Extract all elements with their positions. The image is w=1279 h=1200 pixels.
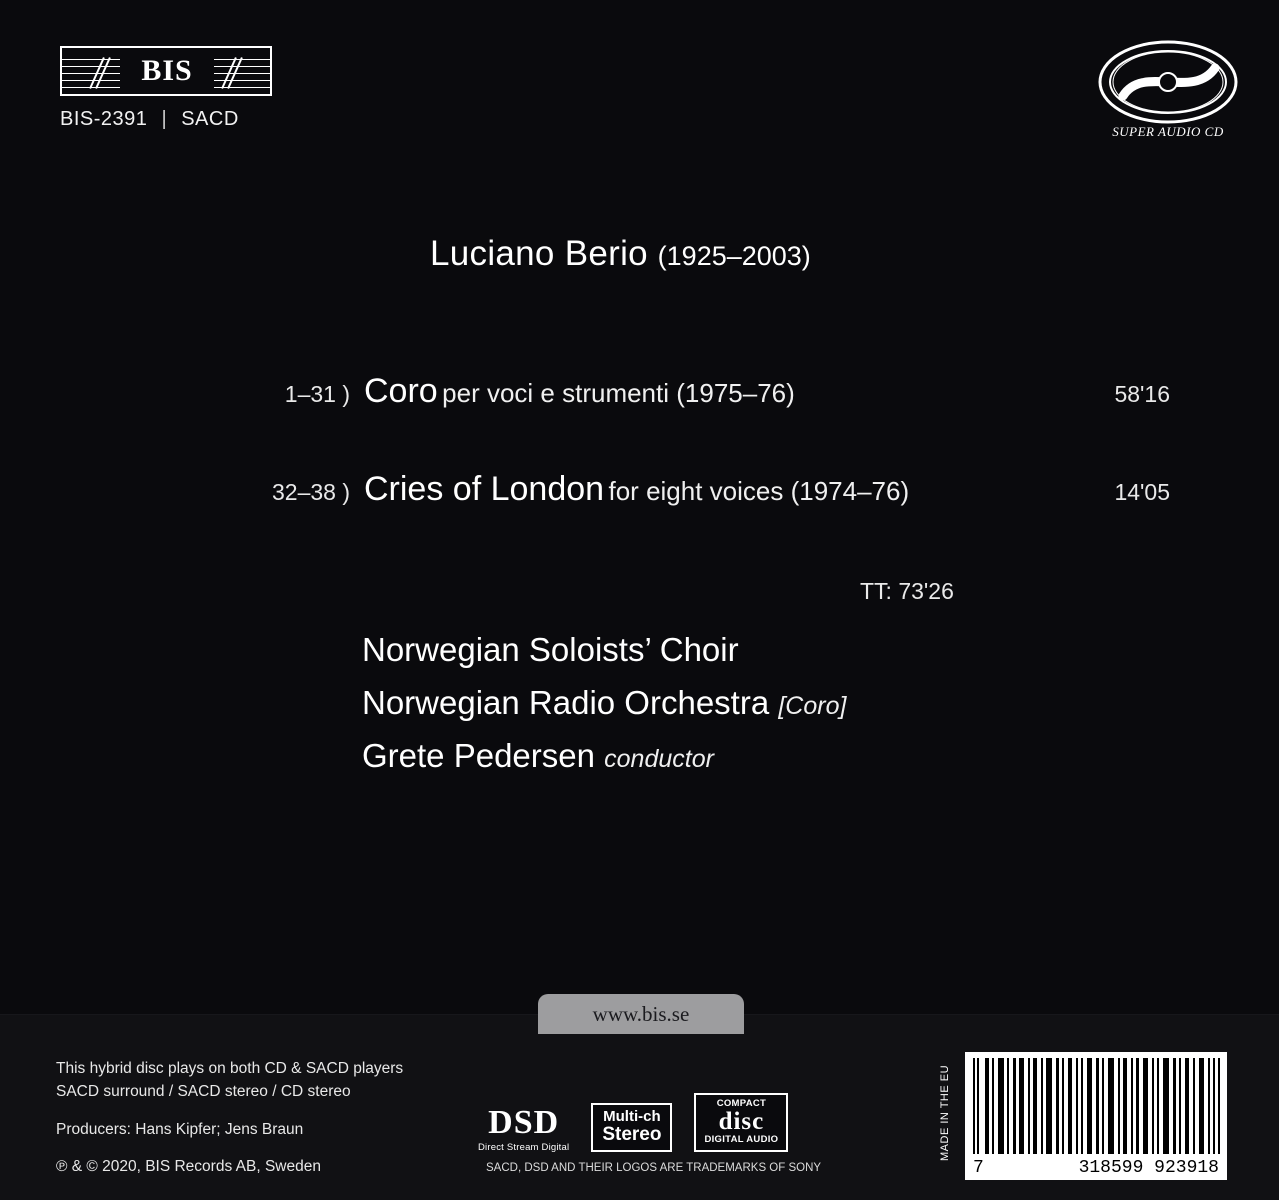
performer-line — [362, 624, 846, 677]
playback-line-2: SACD surround / SACD stereo / CD stereo — [56, 1083, 351, 1101]
track-row — [120, 372, 1170, 411]
barcode-left-digit: 7 — [973, 1158, 984, 1178]
performers-block — [362, 624, 846, 782]
track-duration: 58'16 — [1114, 381, 1170, 407]
disc-format: SACD — [181, 108, 239, 130]
dsd-logo-subtext: Direct Stream Digital — [478, 1141, 570, 1153]
track-title-group — [364, 372, 795, 411]
multichannel-stereo-logo-icon — [591, 1103, 672, 1152]
track-title-group — [364, 470, 909, 509]
track-numbers: 32–38 ) — [271, 479, 350, 505]
work-subtitle: for eight voices (1974–76) — [608, 476, 910, 506]
bis-logo-icon — [60, 46, 272, 96]
footer-text-block — [56, 1057, 486, 1178]
bis-logo-text: BIS — [141, 54, 193, 87]
website-link[interactable] — [538, 994, 744, 1034]
barcode-digits — [971, 1158, 1221, 1178]
format-logo-strip — [478, 1093, 788, 1152]
catalogue-code: BIS-2391 — [60, 108, 148, 130]
performer-name: Norwegian Radio Orchestra — [362, 683, 770, 721]
work-title: Cries of London — [364, 470, 605, 508]
barcode-area — [939, 1052, 1229, 1180]
cd-line-2: disc — [718, 1108, 765, 1135]
performer-name: Grete Pedersen — [362, 736, 595, 774]
producers-line: Producers: Hans Kipfer; Jens Braun — [56, 1120, 304, 1138]
playback-info — [56, 1057, 486, 1104]
multich-line-1: Multi-ch — [603, 1108, 661, 1126]
multich-line-2: Stereo — [602, 1124, 662, 1146]
work-title: Coro — [364, 372, 438, 410]
performer-role: conductor — [604, 744, 714, 773]
copyright-line: ℗ & © 2020, BIS Records AB, Sweden — [56, 1157, 321, 1175]
catalogue-number — [60, 108, 280, 131]
track-duration: 14'05 — [1114, 479, 1170, 505]
performer-line — [362, 677, 846, 730]
barcode-number: 318599 923918 — [1078, 1158, 1219, 1178]
track-numbers: 1–31 ) — [284, 381, 350, 407]
compact-disc-digital-audio-logo-icon — [694, 1093, 788, 1152]
cd-line-1: COMPACT — [716, 1098, 767, 1109]
work-subtitle: per voci e strumenti (1975–76) — [442, 378, 795, 408]
catalogue-separator: | — [161, 108, 168, 130]
barcode — [965, 1052, 1227, 1180]
composer-years: (1925–2003) — [657, 241, 811, 271]
performer-line — [362, 730, 846, 783]
composer-name: Luciano Berio — [430, 234, 648, 273]
total-time: TT: 73'26 — [860, 578, 954, 604]
trademark-note: SACD, DSD AND THEIR LOGOS ARE TRADEMARKS OF SONY — [486, 1162, 822, 1174]
super-audio-cd-logo-icon — [1093, 34, 1243, 144]
track-row — [120, 470, 1170, 509]
bis-label-block — [60, 46, 280, 131]
cd-line-3: DIGITAL AUDIO — [704, 1134, 779, 1145]
composer-line — [430, 234, 811, 274]
performer-role: [Coro] — [778, 691, 847, 720]
barcode-bars — [971, 1058, 1221, 1154]
website-url: www.bis.se — [592, 1001, 690, 1026]
dsd-logo-text: DSD — [488, 1103, 560, 1141]
performer-name: Norwegian Soloists’ Choir — [362, 631, 739, 668]
playback-line-1: This hybrid disc plays on both CD & SACD players — [56, 1060, 404, 1077]
made-in-label: MADE IN THE EU — [939, 1064, 951, 1162]
dsd-logo-icon — [478, 1103, 570, 1153]
svg-text:SUPER AUDIO CD: SUPER AUDIO CD — [1112, 124, 1224, 139]
